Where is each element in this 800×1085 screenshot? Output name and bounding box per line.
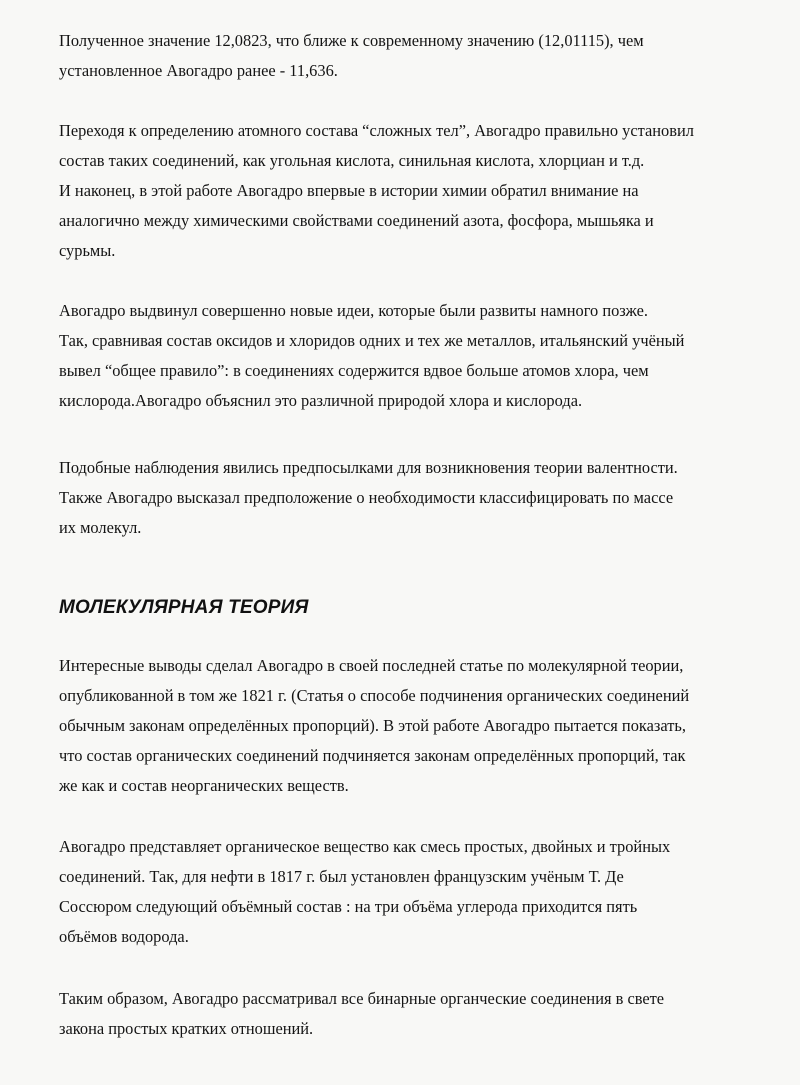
text-line: Полученное значение 12,0823, что ближе к современному значению (12,01115), чем (59, 31, 644, 50)
text-line: их молекул. (59, 518, 142, 537)
text-line: обычным законам определённых пропорций). В этой работе Авогадро пытается показать, (59, 716, 686, 735)
text-line: соединений. Так, для нефти в 1817 г. был установлен французским учёным Т. Де (59, 867, 624, 886)
text-line: Интересные выводы сделал Авогадро в своей последней статье по молекулярной теории, (59, 656, 684, 675)
text-line: что состав органических соединений подчиняется законам определённых пропорций, так (59, 746, 686, 765)
text-line: И наконец, в этой работе Авогадро впервые в истории химии обратил внимание на (59, 181, 639, 200)
text-line: Переходя к определению атомного состава “сложных тел”, Авогадро правильно установил (59, 121, 694, 140)
text-line: Также Авогадро высказал предположение о необходимости классифицировать по массе (59, 488, 674, 507)
text-line: состав таких соединений, как угольная кислота, синильная кислота, хлорциан и т.д. (59, 151, 645, 170)
text-line: закона простых кратких отношений. (59, 1019, 314, 1038)
text-line: Так, сравнивая состав оксидов и хлоридов одних и тех же металлов, итальянский учёный (59, 331, 685, 350)
text-line: Подобные наблюдения явились предпосылками для возникновения теории валентности. (59, 458, 678, 477)
text-line: опубликованной в том же 1821 г. (Статья о способе подчинения органических соединений (59, 686, 690, 705)
text-line: вывел “общее правило”: в соединениях содержится вдвое больше атомов хлора, чем (59, 361, 649, 380)
text-line: Авогадро выдвинул совершенно новые идеи, которые были развиты намного позже. (59, 301, 648, 320)
text-line: же как и состав неорганических веществ. (59, 776, 349, 795)
text-line: Авогадро представляет органическое вещество как смесь простых, двойных и тройных (59, 837, 671, 856)
text-line: установленное Авогадро ранее - 11,636. (59, 61, 338, 80)
text-line: сурьмы. (59, 241, 116, 260)
text-line: Соссюром следующий объёмный состав : на три объёма углерода приходится пять (59, 897, 638, 916)
text-line: кислорода.Авогадро объяснил это различной природой хлора и кислорода. (59, 391, 583, 410)
text-line: Таким образом, Авогадро рассматривал все бинарные органческие соединения в свете (59, 989, 665, 1008)
section-heading: МОЛЕКУЛЯРНАЯ ТЕОРИЯ (59, 597, 309, 618)
text-line: аналогично между химическими свойствами соединений азота, фосфора, мышьяка и (59, 211, 654, 230)
text-line: объёмов водорода. (59, 927, 189, 946)
